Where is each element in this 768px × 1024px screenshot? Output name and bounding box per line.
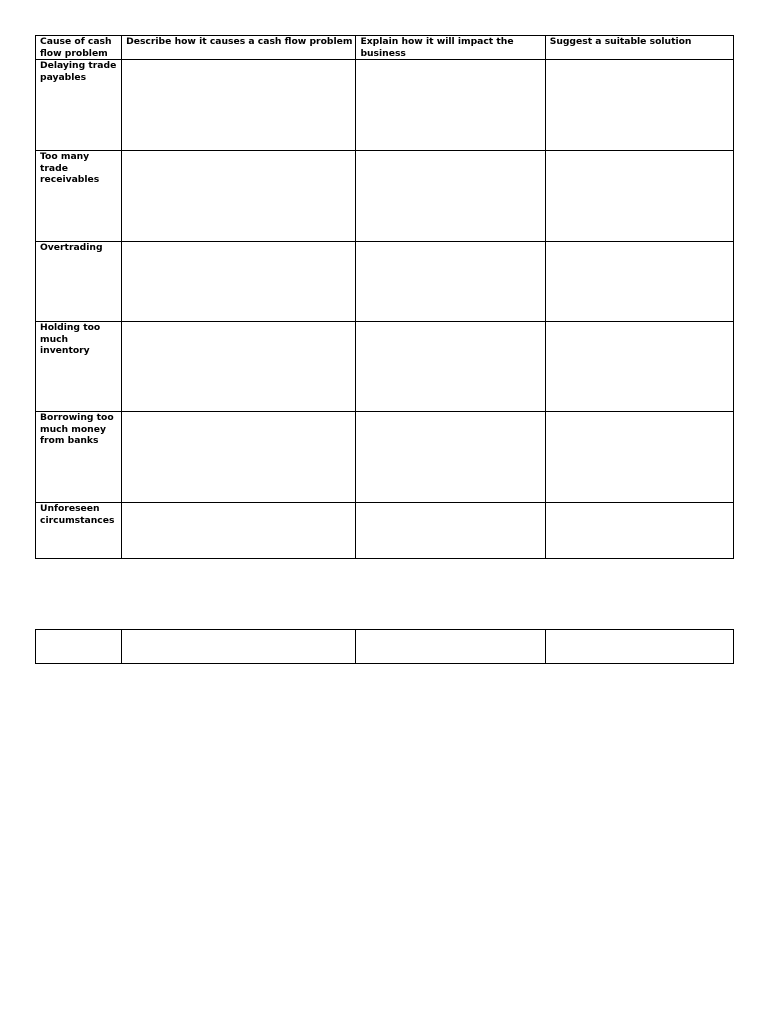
cause-cell: Delaying trade payables	[36, 60, 122, 151]
explain-answer-cell[interactable]	[356, 151, 545, 242]
table-row	[36, 322, 734, 412]
table-row	[36, 503, 734, 559]
describe-answer-cell[interactable]	[122, 242, 356, 322]
describe-answer-cell[interactable]	[122, 412, 356, 503]
header-describe: Describe how it causes a cash flow problem	[122, 36, 356, 60]
cause-cell: Too many trade receivables	[36, 151, 122, 242]
explain-answer-cell[interactable]	[356, 242, 545, 322]
solution-answer-cell[interactable]	[545, 60, 733, 151]
cause-cell: Borrowing too much money from banks	[36, 412, 122, 503]
table-row	[36, 60, 734, 151]
explain-answer-cell[interactable]	[356, 412, 545, 503]
describe-answer-cell[interactable]	[122, 151, 356, 242]
describe-answer-cell[interactable]	[122, 60, 356, 151]
empty-answer-table	[35, 629, 734, 664]
solution-answer-cell[interactable]	[545, 412, 733, 503]
solution-answer-cell[interactable]	[545, 322, 733, 412]
table-row	[36, 242, 734, 322]
explain-answer-cell[interactable]	[356, 322, 545, 412]
explain-answer-cell[interactable]	[356, 60, 545, 151]
table-row	[36, 151, 734, 242]
cause-cell: Overtrading	[36, 242, 122, 322]
empty-cell[interactable]	[122, 630, 356, 664]
solution-answer-cell[interactable]	[545, 151, 733, 242]
describe-answer-cell[interactable]	[122, 503, 356, 559]
empty-cell[interactable]	[545, 630, 733, 664]
table-header-row	[36, 36, 734, 60]
empty-cell[interactable]	[356, 630, 545, 664]
table-row	[36, 630, 734, 664]
explain-answer-cell[interactable]	[356, 503, 545, 559]
empty-cell[interactable]	[36, 630, 122, 664]
cause-cell: Holding too much inventory	[36, 322, 122, 412]
table-row	[36, 412, 734, 503]
solution-answer-cell[interactable]	[545, 503, 733, 559]
cause-cell: Unforeseen circumstances	[36, 503, 122, 559]
header-solution: Suggest a suitable solution	[545, 36, 733, 60]
solution-answer-cell[interactable]	[545, 242, 733, 322]
cash-flow-worksheet-table	[35, 35, 734, 559]
describe-answer-cell[interactable]	[122, 322, 356, 412]
header-cause: Cause of cash flow problem	[36, 36, 122, 60]
header-explain: Explain how it will impact the business	[356, 36, 545, 60]
